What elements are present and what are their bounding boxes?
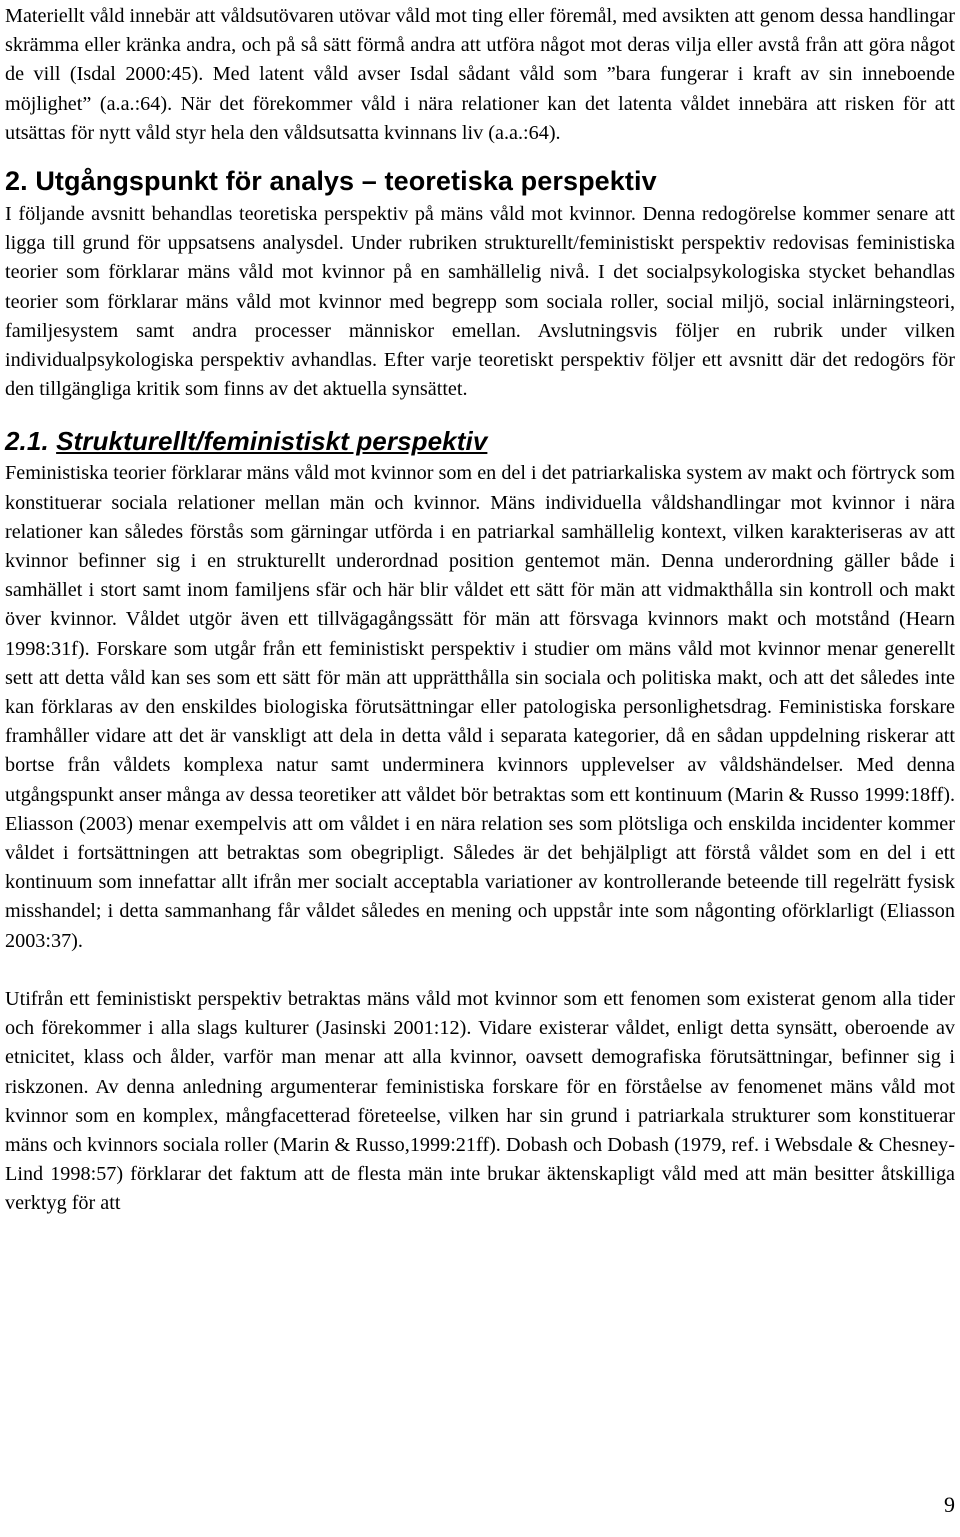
section-2-number: 2. [5,166,28,197]
section-2-1-title: Strukturellt/feministiskt perspektiv [56,426,488,457]
intro-paragraph: Materiellt våld innebär att våldsutövaren utövar våld mot ting eller föremål, med avsikten att genom dessa handlingar skrämma eller kränka andra, och på så sätt förmå andra att utföra något mot deras vilja eller avstå från att göra något de vill (Isdal 2000:45). Med latent våld avser Isdal sådant våld som ”bara fungerar i kraft av sin inneboende möjlighet” (a.a.:64). När det förekommer våld i nära relationer kan det latenta våldet innebära att risken för att utsättas för nytt våld styr hela den våldsutsatta kvinnans liv (a.a.:64). [5,5,955,144]
section-2-1-paragraph-1: Feministiska teorier förklarar mäns våld mot kvinnor som en del i det patriarkaliska system av makt och förtryck som konstituerar sociala relationer mellan män och kvinnor. Mäns individuella våldshandlingar mot kvinnor i nära relationer kan således förstås som gärningar utförda i en patriarkal samhällelig kontext, vilken karakteriseras av att kvinnor befinner sig i en strukturellt underordnad position gentemot män. Denna underordning gäller både i samhället i stort samt inom familjens sfär och här blir våldet ett sätt för män att vidmakthålla sin kontroll och makt över kvinnor. Våldet utgör även ett tillvägagångssätt för män att försvaga kvinnors makt och motstånd (Hearn 1998:31f). Forskare som utgår från ett feministiskt perspektiv i studier om mäns våld mot kvinnor menar generellt sett att detta våld kan ses som ett sätt för män att upprätthålla sin sociala och politiska makt, och att det således inte kan förklaras av den enskildes biologiska förutsättningar eller patologiska personlighetsdrag. Feministiska forskare framhåller vidare att det är vanskligt att dela in detta våld i separata kategorier, då en sådan uppdelning riskerar att bortse från våldets komplexa natur samt underminera kvinnors upplevelser av våldshändelser. Med denna utgångspunkt anser många av dessa teoretiker att våldet bör betraktas som ett kontinuum (Marin & Russo 1999:18ff). Eliasson (2003) menar exempelvis att om våldet i en nära relation ses som plötsliga och enskilda incidenter kommer våldet i fortsättningen att betraktas som obegripligt. Således är det behjälpligt att förstå våldet som en del i ett kontinuum som innefattar allt ifrån mer socialt acceptabla variationer av kontrollerande beteende till regelrätt fysisk misshandel; i detta sammanhang får våldet således en mening och uppstår inte som någonting oförklarligt (Eliasson 2003:37). [5,462,955,952]
section-2-heading [5,164,955,198]
section-2-1-paragraph-2: Utifrån ett feministiskt perspektiv betraktas mäns våld mot kvinnor som ett fenomen som existerat genom alla tider och förekommer i alla slags kulturer (Jasinski 2001:12). Vidare existerar våldet, enligt detta synsätt, oberoende av etnicitet, klass och ålder, varför man menar att alla kvinnor, oavsett demografiska förutsättningar, befinner sig i riskzonen. Av denna anledning argumenterar feministiska forskare för en förståelse av fenomenet mäns våld mot kvinnor som en komplex, mångfacetterad företeelse, vilken har sin grund i patriarkala strukturer som konstituerar mäns och kvinnors sociala roller (Marin & Russo,1999:21ff). Dobash och Dobash (1979, ref. i Websdale & Chesney-Lind 1998:57) förklarar det faktum att de flesta män inte brukar äktenskapligt våld med att män besitter åtskilliga verktyg för att [5,987,955,1215]
section-2-1-number: 2.1. [5,426,49,457]
paragraph-spacer [5,956,955,985]
page-number: 9 [944,1492,955,1517]
section-2-1-heading [5,424,955,458]
document-page [5,0,955,1219]
section-2-title: Utgångspunkt för analys – teoretiska perspektiv [35,166,657,197]
section-2-paragraph: I följande avsnitt behandlas teoretiska perspektiv på mäns våld mot kvinnor. Denna redogörelse kommer senare att ligga till grund för uppsatsens analysdel. Under rubriken strukturellt/feministiskt perspektiv redovisas feministiska teorier som förklarar mäns våld mot kvinnor på en samhällelig nivå. I det socialpsykologiska stycket behandlas teorier som förklarar mäns våld mot kvinnor med begrepp som sociala roller, social miljö, social inlärningsteori, familjesystem samt andra processer människor emellan. Avslutningsvis följer en rubrik under vilken individualpsykologiska perspektiv avhandlas. Efter varje teoretiskt perspektiv följer ett avsnitt där det redogörs för den tillgängliga kritik som finns av det aktuella synsättet. [5,203,955,401]
